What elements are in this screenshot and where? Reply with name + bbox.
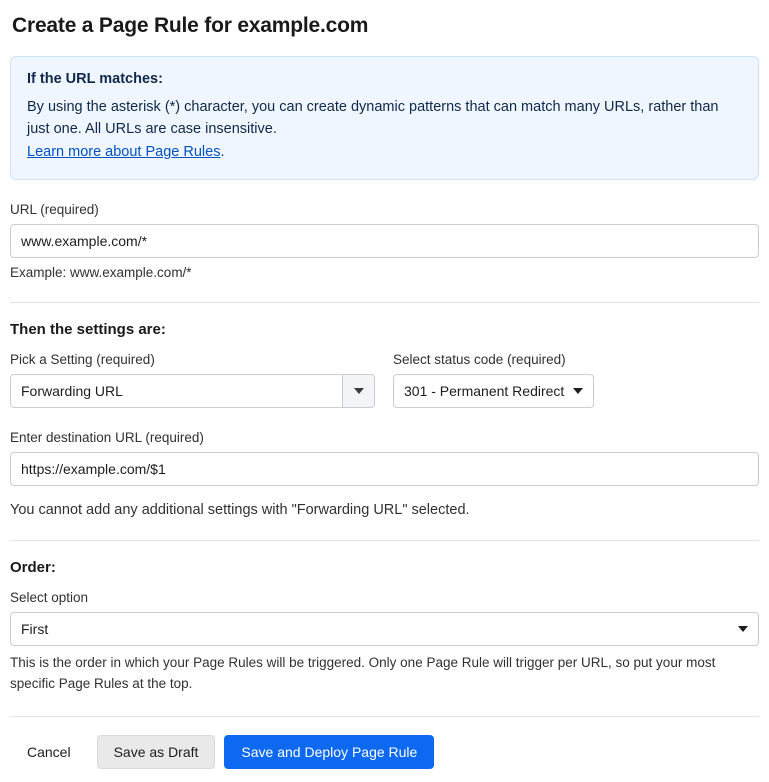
learn-more-page-rules-link[interactable]: Learn more about Page Rules bbox=[27, 143, 221, 160]
info-box-title: If the URL matches: bbox=[27, 71, 163, 87]
order-select-value: First bbox=[21, 621, 49, 638]
url-field-label: URL (required) bbox=[10, 202, 99, 218]
status-code-label: Select status code (required) bbox=[393, 352, 566, 368]
url-match-info-box bbox=[10, 56, 759, 180]
status-code-group bbox=[393, 352, 594, 408]
url-field-help: Example: www.example.com/* bbox=[10, 265, 192, 281]
destination-url-label: Enter destination URL (required) bbox=[10, 430, 204, 446]
chevron-down-icon bbox=[738, 626, 748, 632]
settings-row bbox=[10, 352, 759, 408]
pick-setting-select[interactable] bbox=[10, 374, 375, 408]
settings-note: You cannot add any additional settings with "Forwarding URL" selected. bbox=[10, 502, 470, 519]
divider-order bbox=[10, 540, 759, 541]
save-as-draft-button[interactable]: Save as Draft bbox=[97, 735, 216, 769]
order-select-label: Select option bbox=[10, 590, 89, 606]
pick-setting-group bbox=[10, 352, 385, 408]
pick-setting-value: Forwarding URL bbox=[21, 383, 123, 400]
pick-setting-dropdown-button[interactable] bbox=[342, 375, 374, 407]
settings-heading: Then the settings are: bbox=[10, 321, 166, 339]
divider-footer bbox=[10, 716, 759, 717]
save-and-deploy-button[interactable]: Save and Deploy Page Rule bbox=[224, 735, 434, 769]
divider-settings bbox=[10, 302, 759, 303]
info-box-link-suffix: . bbox=[220, 143, 225, 160]
chevron-down-icon bbox=[573, 388, 583, 394]
destination-url-input[interactable] bbox=[10, 452, 759, 486]
status-code-value: 301 - Permanent Redirect bbox=[404, 383, 565, 400]
url-input[interactable] bbox=[10, 224, 759, 258]
order-help-text: This is the order in which your Page Rules will be triggered. Only one Page Rule will trigger per URL, so put your most specific Page Rules at the top. bbox=[10, 655, 716, 691]
page-title: Create a Page Rule for example.com bbox=[12, 14, 369, 37]
info-box-text bbox=[27, 96, 742, 163]
order-select[interactable] bbox=[10, 612, 759, 646]
order-heading: Order: bbox=[10, 559, 56, 577]
info-box-description: By using the asterisk (*) character, you can create dynamic patterns that can match many URLs, rather than just one. All URLs are case insensitive. bbox=[27, 99, 719, 138]
cancel-button[interactable]: Cancel bbox=[10, 735, 88, 769]
form-footer bbox=[10, 735, 759, 781]
status-code-select[interactable] bbox=[393, 374, 594, 408]
pick-setting-label: Pick a Setting (required) bbox=[10, 352, 155, 368]
chevron-down-icon bbox=[354, 388, 364, 394]
